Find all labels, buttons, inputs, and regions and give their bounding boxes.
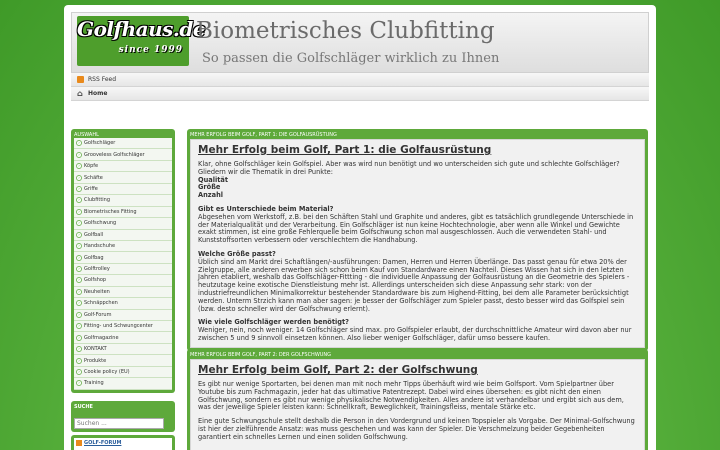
arrow-right-icon: › — [76, 209, 82, 215]
categories-title: AUSWAHL — [74, 132, 99, 138]
sidebar-item-label: Biometrisches Fitting — [84, 208, 137, 215]
arrow-right-icon: › — [76, 152, 82, 158]
sidebar-item[interactable] — [74, 252, 172, 263]
rss-link[interactable]: RSS Feed — [88, 76, 117, 83]
arrow-right-icon: › — [76, 232, 82, 238]
sidebar-item[interactable] — [74, 355, 172, 366]
categories-list — [74, 138, 172, 390]
forum-box — [71, 435, 175, 450]
sidebar-item[interactable] — [74, 310, 172, 321]
arrow-right-icon: › — [76, 140, 82, 146]
arrow-right-icon: › — [76, 243, 82, 249]
sidebar-item[interactable] — [74, 218, 172, 229]
post-intro: Klar, ohne Golfschläger kein Golfspiel. Aber was wird nun benötigt und wo unterscheiden sich gute und schlechte Golfschläger? Gliedern wir die Thematik in drei Punkte: — [198, 160, 620, 176]
arrow-right-icon: › — [76, 220, 82, 226]
post-paragraph — [198, 161, 637, 200]
post-body — [190, 359, 645, 450]
arrow-right-icon: › — [76, 346, 82, 352]
arrow-right-icon: › — [76, 380, 82, 386]
post-paragraph — [198, 251, 637, 313]
sidebar-item-label: Produkte — [84, 357, 107, 364]
sidebar-item[interactable] — [74, 161, 172, 172]
sidebar-item[interactable] — [74, 344, 172, 355]
page — [64, 5, 656, 450]
sidebar-item-label: Schnäppchen — [84, 300, 118, 307]
sidebar-item-label: Golfshop — [84, 277, 107, 284]
sidebar-item-label: Handschuhe — [84, 243, 116, 250]
search-input[interactable] — [74, 418, 164, 429]
categories-box — [71, 129, 175, 393]
arrow-right-icon: › — [76, 197, 82, 203]
sidebar-item-label: Golfball — [84, 231, 104, 238]
arrow-right-icon: › — [76, 300, 82, 306]
rss-icon — [76, 440, 82, 446]
sidebar-item-label: Schäfte — [84, 174, 103, 181]
arrow-right-icon: › — [76, 255, 82, 261]
post-answer: Abgesehen vom Werkstoff, z.B. bei den Schäften Stahl und Graphite und anderes, gibt es tatsächlich grundlegende Unterschiede in der Materialqualität und der Verarbeitung. Ein Golfschläger ist nun keine Hochtechnologie, aber wenn alle Winkel und Gewichte exakt stimmen, ist eine große Fehlerquelle beim Golfschwung schon mal ausgeschlossen. Auch die verwendeten Stahl- und Kunststoffsorten verbessern oder verschlechtern die Handhabung. — [198, 212, 634, 245]
sidebar-item-label: Grooveless Golfschläger — [84, 151, 145, 158]
post-question: Gibt es Unterschiede beim Material? — [198, 204, 334, 213]
post-point: Anzahl — [198, 191, 224, 200]
rss-bar — [71, 73, 649, 87]
arrow-right-icon: › — [76, 163, 82, 169]
post-body — [190, 139, 645, 348]
sidebar-item[interactable] — [74, 230, 172, 241]
post — [187, 349, 648, 450]
search-box — [71, 401, 175, 432]
sidebar-item-label: Golfschläger — [84, 140, 116, 147]
sidebar-item[interactable] — [74, 184, 172, 195]
sidebar-item[interactable] — [74, 172, 172, 183]
post-paragraph — [198, 206, 637, 245]
sidebar-item[interactable] — [74, 298, 172, 309]
sidebar-item[interactable] — [74, 195, 172, 206]
arrow-right-icon: › — [76, 266, 82, 272]
arrow-right-icon: › — [76, 312, 82, 318]
sidebar-item[interactable] — [74, 332, 172, 343]
post-paragraph — [198, 319, 637, 342]
sidebar-item-label: Training — [84, 380, 104, 387]
sidebar-item[interactable] — [74, 321, 172, 332]
post-title[interactable]: Mehr Erfolg beim Golf, Part 2: der Golfschwung — [198, 364, 478, 376]
sidebar-item[interactable] — [74, 264, 172, 275]
arrow-right-icon: › — [76, 335, 82, 341]
post-point: Qualität — [198, 175, 229, 184]
sidebar-item[interactable] — [74, 207, 172, 218]
sidebar-item[interactable] — [74, 241, 172, 252]
sidebar-item-label: Golf-Forum — [84, 311, 112, 318]
home-link[interactable]: Home — [88, 90, 108, 97]
post-kicker[interactable]: MEHR ERFOLG BEIM GOLF, PART 1: DIE GOLFAUSRÜSTUNG — [190, 132, 337, 138]
home-bar — [71, 87, 649, 101]
post-paragraph: Eine gute Schwungschule stellt deshalb die Person in den Vordergrund und keinen Topspieler als Vorgabe. Der Minimal-Golfschwung ist hier der zielführende Ansatz: was muss geschehen und was kann der Spieler. Die Verschmelzung beider Gegebenheiten garantiert ein schnelles Lernen und einen soliden Golfschwung. — [198, 417, 635, 441]
sidebar-item-label: Golftrolley — [84, 266, 110, 273]
arrow-right-icon: › — [76, 186, 82, 192]
post-point: Größe — [198, 183, 221, 192]
arrow-right-icon: › — [76, 277, 82, 283]
logo-since: since 1999 — [118, 45, 183, 55]
sidebar-item[interactable] — [74, 287, 172, 298]
sidebar-item-label: Griffe — [84, 185, 98, 192]
sidebar-item-label: Golfbag — [84, 254, 104, 261]
search-title: SUCHE — [74, 404, 93, 410]
site-subtitle: So passen die Golfschläger wirklich zu Ihnen — [202, 51, 500, 66]
rss-icon — [77, 76, 84, 83]
site-logo[interactable] — [77, 16, 206, 66]
site-title: Biometrisches Clubfitting — [196, 18, 495, 44]
post-question: Welche Größe passt? — [198, 249, 276, 258]
post-answer: Weniger, nein, noch weniger. 14 Golfschläger sind max. pro Golfspieler erlaubt, der durchschnittliche Amateur wird davon aber nur zwischen 5 und 9 sinnvoll einsetzen können. Also lieber weniger Golfschläger, dafür umso bessere kaufen. — [198, 326, 632, 342]
sidebar-item-label: KONTAKT — [84, 346, 107, 353]
post-kicker[interactable]: MEHR ERFOLG BEIM GOLF, PART 2: DER GOLFSCHWUNG — [190, 352, 332, 358]
sidebar-item[interactable] — [74, 138, 172, 149]
sidebar-item-label: Cookie policy (EU) — [84, 368, 130, 375]
sidebar-item-label: Köpfe — [84, 163, 99, 170]
arrow-right-icon: › — [76, 369, 82, 375]
sidebar-item-label: Fitting- und Schwungcenter — [84, 323, 153, 330]
sidebar-item-label: Clubfitting — [84, 197, 111, 204]
forum-link[interactable]: GOLF-FORUM — [84, 440, 122, 446]
arrow-right-icon: › — [76, 358, 82, 364]
arrow-right-icon: › — [76, 289, 82, 295]
post-answer: Üblich sind am Markt drei Schaftlängen/-ausführungen: Damen, Herren und Herren Überlänge. Das passt genau für etwa 20% der Zielgruppe, alle anderen erwerben sich schon beim Kauf von Standardware einen Nachteil. Dieses Wissen hat sich in den letzten Jahren etabliert, weshalb das Golfschläger-Fittting - die individuelle Anpassung der Golfausrüstung an die Geometrie des Spielers - heutzutage keine exotische Dienstleistung mehr ist. Allerdings unterscheiden sich diese Anpassung sehr stark: von der industriefreundlichen Minimalkorrektur bestehender Standardware bis zum Highend-Fitting, bei dem alle Parameter berücksichtigt werden. Unterm Strzich kann man aber sagen: je besser der Golfschläger zum Spieler passt, desto besser wird das Golfspiel sein (bzw. desto schneller wird der Golfschwung erlernt). — [198, 257, 630, 313]
sidebar-item-label: Golfmagazine — [84, 334, 119, 341]
post-question: Wie viele Golfschläger werden benötigt? — [198, 318, 349, 327]
arrow-right-icon: › — [76, 323, 82, 329]
sidebar-item[interactable] — [74, 378, 172, 389]
site-header — [71, 12, 649, 73]
arrow-right-icon: › — [76, 175, 82, 181]
sidebar-item[interactable] — [74, 275, 172, 286]
sidebar-item[interactable] — [74, 149, 172, 160]
home-icon: ⌂ — [77, 89, 83, 98]
sidebar-item-label: Golfschwung — [84, 220, 117, 227]
sidebar-item[interactable] — [74, 367, 172, 378]
post — [187, 129, 648, 351]
logo-text: Golfhaus.de — [77, 17, 206, 41]
post-title[interactable]: Mehr Erfolg beim Golf, Part 1: die Golfausrüstung — [198, 144, 492, 156]
sidebar-item-label: Neuheiten — [84, 288, 110, 295]
post-paragraph: Es gibt nur wenige Sportarten, bei denen man mit noch mehr Tipps überhäuft wird wie beim Golfsport. Vom Spielpartner über Youtube bis zum Fachmagazin, jeder hat das ultimative Patentrezept. Dabei wird eines übersehen: es gibt nicht den einen Golfschwung, sondern es gibt nur wenige physikalische Notwendigkeiten. Alles andere ist verhandelbar und ergibt sich aus dem, was der jeweilige Spieler leisten kann: Schnellkraft, Beweglichkeit, Trainingsfleiss, mentale Stärke etc. — [198, 380, 624, 412]
